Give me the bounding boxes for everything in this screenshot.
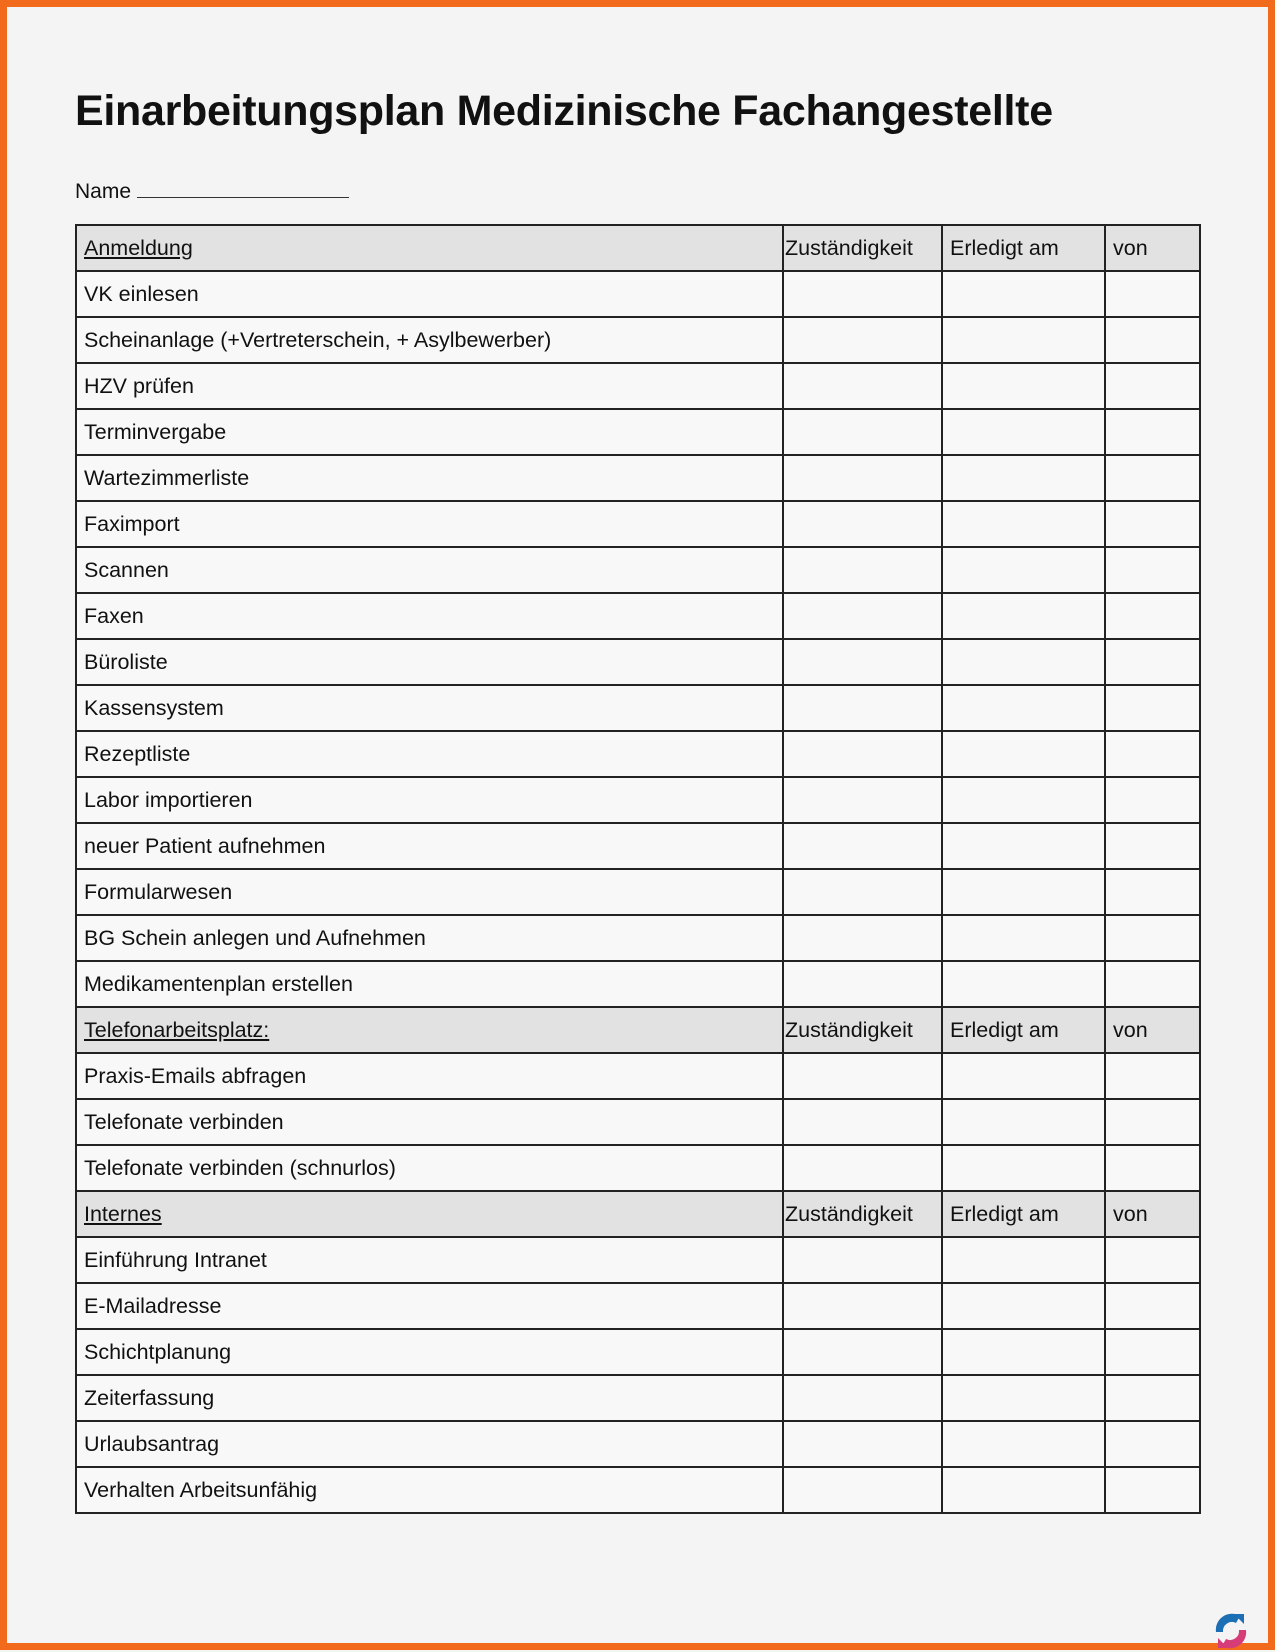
completed-date-cell[interactable] (942, 1053, 1105, 1099)
table-row (76, 547, 1200, 593)
column-header-by-text: von (1113, 1201, 1148, 1226)
column-header-responsibility-text: Zuständigkeit (785, 235, 913, 260)
completed-date-cell[interactable] (942, 915, 1105, 961)
task-cell-text: Scheinanlage (+Vertreterschein, + Asylbewerber) (84, 327, 552, 352)
column-header-completed-text: Erledigt am (950, 1201, 1059, 1226)
task-cell-text: HZV prüfen (84, 373, 194, 398)
training-plan-table (75, 224, 1201, 1514)
task-cell-text: Telefonate verbinden (84, 1109, 284, 1134)
responsibility-cell[interactable] (783, 731, 942, 777)
task-cell-text: Formularwesen (84, 879, 233, 904)
completed-by-cell[interactable] (1105, 1053, 1200, 1099)
task-cell (76, 823, 783, 869)
task-cell-text: Faximport (84, 511, 180, 536)
table-row (76, 317, 1200, 363)
completed-by-cell[interactable] (1105, 455, 1200, 501)
column-header-responsibility-text: Zuständigkeit (785, 1201, 913, 1226)
completed-date-cell[interactable] (942, 685, 1105, 731)
task-cell (76, 455, 783, 501)
completed-date-cell[interactable] (942, 547, 1105, 593)
column-header-by (1105, 1191, 1200, 1237)
completed-by-cell[interactable] (1105, 685, 1200, 731)
responsibility-cell[interactable] (783, 455, 942, 501)
task-cell (76, 547, 783, 593)
completed-by-cell[interactable] (1105, 1421, 1200, 1467)
completed-by-cell[interactable] (1105, 1375, 1200, 1421)
completed-by-cell[interactable] (1105, 961, 1200, 1007)
completed-by-cell[interactable] (1105, 363, 1200, 409)
completed-by-cell[interactable] (1105, 1099, 1200, 1145)
table-row (76, 915, 1200, 961)
completed-by-cell[interactable] (1105, 271, 1200, 317)
responsibility-cell[interactable] (783, 961, 942, 1007)
column-header-by-text: von (1113, 235, 1148, 260)
task-cell (76, 317, 783, 363)
task-cell-text: Wartezimmerliste (84, 465, 250, 490)
completed-date-cell[interactable] (942, 869, 1105, 915)
task-cell (76, 639, 783, 685)
responsibility-cell[interactable] (783, 363, 942, 409)
table-row (76, 455, 1200, 501)
responsibility-cell[interactable] (783, 639, 942, 685)
column-header-completed (942, 1191, 1105, 1237)
responsibility-cell[interactable] (783, 501, 942, 547)
task-cell (76, 1099, 783, 1145)
table-row (76, 685, 1200, 731)
completed-date-cell[interactable] (942, 409, 1105, 455)
task-cell (76, 961, 783, 1007)
section-heading (76, 225, 783, 271)
task-cell (76, 1053, 783, 1099)
task-cell (76, 685, 783, 731)
responsibility-cell[interactable] (783, 593, 942, 639)
task-cell-text: Verhalten Arbeitsunfähig (84, 1477, 318, 1502)
table-row (76, 823, 1200, 869)
column-header-responsibility (783, 1007, 942, 1053)
task-cell (76, 777, 783, 823)
completed-by-cell[interactable] (1105, 869, 1200, 915)
completed-date-cell[interactable] (942, 777, 1105, 823)
completed-by-cell[interactable] (1105, 1283, 1200, 1329)
completed-by-cell[interactable] (1105, 639, 1200, 685)
task-cell (76, 501, 783, 547)
completed-by-cell[interactable] (1105, 317, 1200, 363)
task-cell (76, 363, 783, 409)
table-row (76, 777, 1200, 823)
table-row (76, 869, 1200, 915)
completed-date-cell[interactable] (942, 731, 1105, 777)
column-header-by (1105, 1007, 1200, 1053)
task-cell-text: Labor importieren (84, 787, 253, 812)
column-header-responsibility (783, 225, 942, 271)
completed-by-cell[interactable] (1105, 547, 1200, 593)
table-row (76, 1467, 1200, 1513)
table-row (76, 1329, 1200, 1375)
table-row (76, 593, 1200, 639)
task-cell (76, 915, 783, 961)
section-header-row (76, 1191, 1200, 1237)
responsibility-cell[interactable] (783, 1375, 942, 1421)
completed-date-cell[interactable] (942, 1237, 1105, 1283)
task-cell (76, 1283, 783, 1329)
section-heading-text: Internes (84, 1201, 162, 1226)
task-cell-text: Schichtplanung (84, 1339, 232, 1364)
task-cell-text: VK einlesen (84, 281, 199, 306)
section-header-row (76, 1007, 1200, 1053)
completed-date-cell[interactable] (942, 1467, 1105, 1513)
completed-by-cell[interactable] (1105, 409, 1200, 455)
completed-date-cell[interactable] (942, 1375, 1105, 1421)
table-row (76, 1053, 1200, 1099)
column-header-responsibility-text: Zuständigkeit (785, 1017, 913, 1042)
responsibility-cell[interactable] (783, 1421, 942, 1467)
column-header-completed-text: Erledigt am (950, 1017, 1059, 1042)
responsibility-cell[interactable] (783, 1145, 942, 1191)
completed-by-cell[interactable] (1105, 501, 1200, 547)
name-field (75, 175, 349, 204)
task-cell-text: Einführung Intranet (84, 1247, 267, 1272)
responsibility-cell[interactable] (783, 777, 942, 823)
responsibility-cell[interactable] (783, 547, 942, 593)
table-row (76, 1145, 1200, 1191)
completed-date-cell[interactable] (942, 501, 1105, 547)
table-row (76, 1237, 1200, 1283)
completed-by-cell[interactable] (1105, 1329, 1200, 1375)
task-cell-text: neuer Patient aufnehmen (84, 833, 326, 858)
task-cell-text: Faxen (84, 603, 144, 628)
table-row (76, 409, 1200, 455)
table-row (76, 271, 1200, 317)
table-row (76, 1375, 1200, 1421)
responsibility-cell[interactable] (783, 915, 942, 961)
table-row (76, 961, 1200, 1007)
column-header-responsibility (783, 1191, 942, 1237)
completed-date-cell[interactable] (942, 1099, 1105, 1145)
responsibility-cell[interactable] (783, 1467, 942, 1513)
completed-date-cell[interactable] (942, 1145, 1105, 1191)
name-blank-line[interactable] (137, 175, 349, 198)
task-cell (76, 1421, 783, 1467)
completed-by-cell[interactable] (1105, 731, 1200, 777)
task-cell (76, 593, 783, 639)
task-cell-text: Büroliste (84, 649, 168, 674)
task-cell (76, 271, 783, 317)
responsibility-cell[interactable] (783, 1237, 942, 1283)
responsibility-cell[interactable] (783, 1099, 942, 1145)
column-header-by (1105, 225, 1200, 271)
task-cell (76, 1237, 783, 1283)
name-label: Name (75, 180, 132, 203)
task-cell-text: Medikamentenplan erstellen (84, 971, 353, 996)
section-heading (76, 1007, 783, 1053)
completed-by-cell[interactable] (1105, 1237, 1200, 1283)
table-row (76, 731, 1200, 777)
completed-by-cell[interactable] (1105, 1467, 1200, 1513)
column-header-completed-text: Erledigt am (950, 235, 1059, 260)
section-heading-text: Anmeldung (84, 235, 193, 260)
completed-date-cell[interactable] (942, 363, 1105, 409)
task-cell-text: Rezeptliste (84, 741, 191, 766)
completed-date-cell[interactable] (942, 317, 1105, 363)
task-cell (76, 869, 783, 915)
completed-date-cell[interactable] (942, 455, 1105, 501)
responsibility-cell[interactable] (783, 869, 942, 915)
task-cell (76, 409, 783, 455)
responsibility-cell[interactable] (783, 1283, 942, 1329)
task-cell-text: Scannen (84, 557, 169, 582)
table-row (76, 1283, 1200, 1329)
column-header-completed (942, 1007, 1105, 1053)
table-row (76, 501, 1200, 547)
task-cell (76, 1375, 783, 1421)
completed-by-cell[interactable] (1105, 593, 1200, 639)
task-cell-text: Kassensystem (84, 695, 224, 720)
task-cell (76, 1467, 783, 1513)
page-title: Einarbeitungsplan Medizinische Fachangestellte (75, 87, 1053, 135)
responsibility-cell[interactable] (783, 1053, 942, 1099)
completed-by-cell[interactable] (1105, 823, 1200, 869)
completed-date-cell[interactable] (942, 1421, 1105, 1467)
section-heading-text: Telefonarbeitsplatz: (84, 1017, 270, 1042)
completed-date-cell[interactable] (942, 639, 1105, 685)
responsibility-cell[interactable] (783, 1329, 942, 1375)
completed-date-cell[interactable] (942, 593, 1105, 639)
completed-by-cell[interactable] (1105, 1145, 1200, 1191)
section-heading (76, 1191, 783, 1237)
section-header-row (76, 225, 1200, 271)
completed-by-cell[interactable] (1105, 777, 1200, 823)
responsibility-cell[interactable] (783, 685, 942, 731)
task-cell-text: Praxis-Emails abfragen (84, 1063, 307, 1088)
task-cell (76, 731, 783, 777)
completed-by-cell[interactable] (1105, 915, 1200, 961)
completed-date-cell[interactable] (942, 961, 1105, 1007)
completed-date-cell[interactable] (942, 1329, 1105, 1375)
task-cell-text: BG Schein anlegen und Aufnehmen (84, 925, 426, 950)
table-row (76, 363, 1200, 409)
table-row (76, 1421, 1200, 1467)
task-cell-text: Terminvergabe (84, 419, 227, 444)
task-cell-text: Telefonate verbinden (schnurlos) (84, 1155, 396, 1180)
task-cell (76, 1329, 783, 1375)
task-cell (76, 1145, 783, 1191)
task-cell-text: E-Mailadresse (84, 1293, 222, 1318)
responsibility-cell[interactable] (783, 317, 942, 363)
responsibility-cell[interactable] (783, 823, 942, 869)
completed-date-cell[interactable] (942, 823, 1105, 869)
completed-date-cell[interactable] (942, 1283, 1105, 1329)
task-cell-text: Urlaubsantrag (84, 1431, 220, 1456)
column-header-completed (942, 225, 1105, 271)
responsibility-cell[interactable] (783, 271, 942, 317)
completed-date-cell[interactable] (942, 271, 1105, 317)
table-row (76, 639, 1200, 685)
responsibility-cell[interactable] (783, 409, 942, 455)
task-cell-text: Zeiterfassung (84, 1385, 215, 1410)
column-header-by-text: von (1113, 1017, 1148, 1042)
table-row (76, 1099, 1200, 1145)
swirl-logo-icon (1210, 1610, 1252, 1652)
